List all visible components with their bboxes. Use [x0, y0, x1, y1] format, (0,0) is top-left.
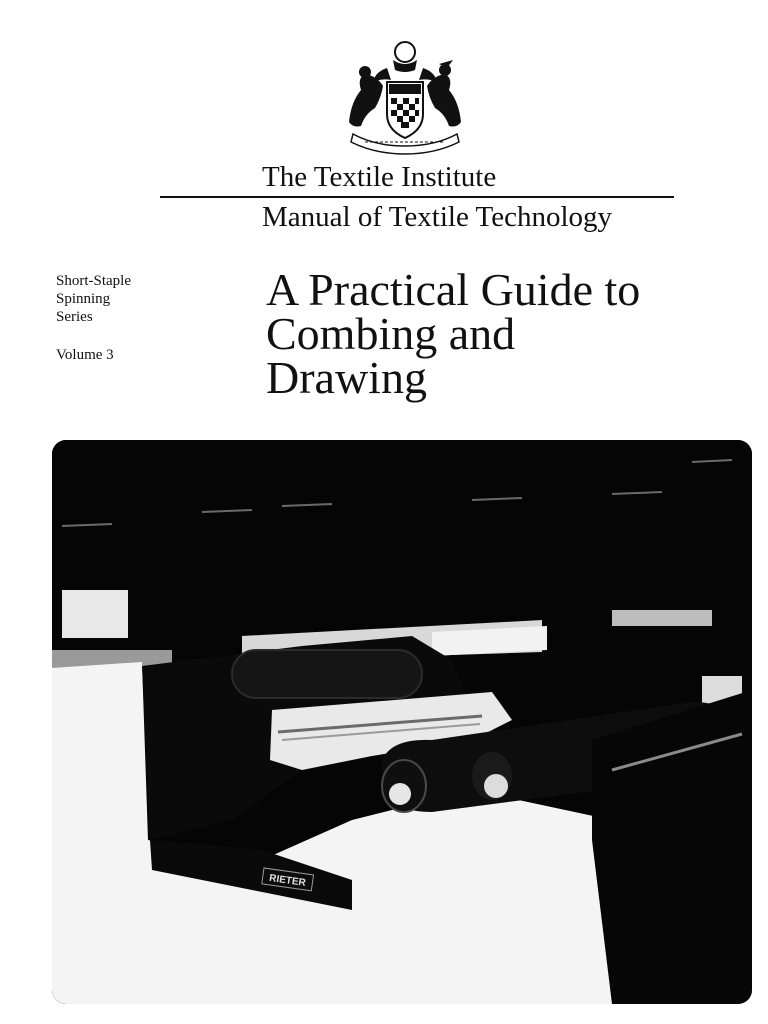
- book-title-line: Combing and: [266, 308, 516, 359]
- manual-series-name: Manual of Textile Technology: [262, 201, 613, 233]
- series-label: [56, 272, 131, 326]
- institute-name: The Textile Institute: [262, 161, 497, 193]
- cover-photo: [52, 440, 752, 1004]
- series-line: Series: [56, 309, 93, 325]
- coat-of-arms-icon: [335, 38, 475, 158]
- series-line: Spinning: [56, 291, 111, 307]
- machine-photo-graphic: [52, 440, 752, 1004]
- volume-label: Volume 3: [56, 347, 114, 363]
- book-title-line: A Practical Guide to: [266, 264, 641, 315]
- machine-label: RIETER: [268, 872, 307, 889]
- header-divider: [160, 196, 674, 198]
- book-title-line: Drawing: [266, 352, 427, 403]
- book-title: [266, 264, 746, 403]
- series-line: Short-Staple: [56, 273, 131, 289]
- crest-graphic: [335, 38, 475, 158]
